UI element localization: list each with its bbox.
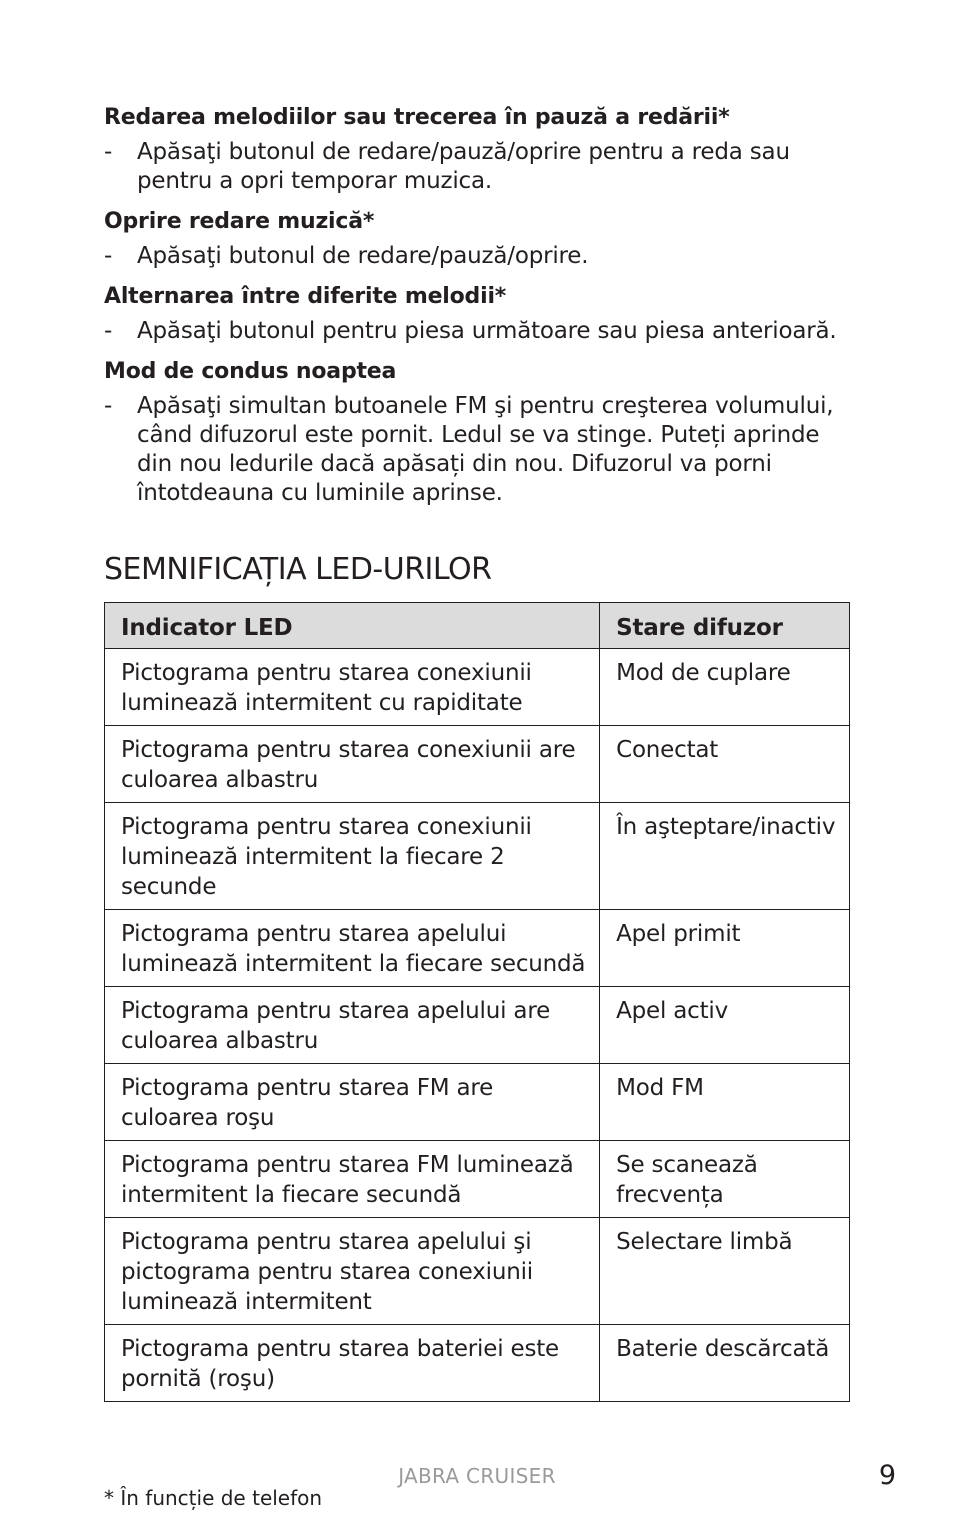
cell-status: În aşteptare/inactiv <box>600 803 850 910</box>
bullet-text: Apăsaţi butonul de redare/pauză/oprire pentru a reda sau pentru a opri temporar muzica. <box>137 139 790 194</box>
cell-indicator: Pictograma pentru starea conexiunii are culoarea albastru <box>105 726 600 803</box>
cell-indicator: Pictograma pentru starea apelului şi pictograma pentru starea conexiunii luminează intermitent <box>105 1218 600 1325</box>
bullet-dash: - <box>104 318 113 344</box>
cell-status: Baterie descărcată <box>600 1325 850 1402</box>
bullet-text: Apăsaţi simultan butoanele FM şi pentru creşterea volumului, când difuzorul este pornit. Ledul se va stinge. Puteți aprinde din nou ledurile dacă apăsați din nou. Difuzorul va porni întotdeauna cu luminile aprinse. <box>137 393 834 506</box>
bullet-text: Apăsaţi butonul de redare/pauză/oprire. <box>137 243 589 269</box>
footer-brand: JABRA CRUISER <box>398 1464 556 1488</box>
table-row <box>105 1325 850 1402</box>
led-section-title: SEMNIFICAȚIA LED-URILOR <box>104 552 492 587</box>
page-content <box>104 103 849 1402</box>
section-play-pause <box>104 103 849 196</box>
cell-indicator: Pictograma pentru starea bateriei este pornită (roşu) <box>105 1325 600 1402</box>
section-switch-tracks <box>104 282 849 346</box>
table-row <box>105 987 850 1064</box>
table-row <box>105 1064 850 1141</box>
table-header-row <box>105 603 850 649</box>
bullet-dash: - <box>104 243 113 269</box>
cell-indicator: Pictograma pentru starea conexiunii luminează intermitent la fiecare 2 secunde <box>105 803 600 910</box>
table-row <box>105 649 850 726</box>
bullet-item <box>104 242 849 271</box>
section-stop-music <box>104 207 849 271</box>
bullet-dash: - <box>104 139 113 165</box>
section-night-mode <box>104 357 849 508</box>
bullet-text: Apăsaţi butonul pentru piesa următoare sau piesa anterioară. <box>137 318 837 344</box>
cell-indicator: Pictograma pentru starea FM are culoarea roşu <box>105 1064 600 1141</box>
table-row <box>105 803 850 910</box>
cell-indicator: Pictograma pentru starea conexiunii luminează intermitent cu rapiditate <box>105 649 600 726</box>
table-row <box>105 726 850 803</box>
column-header-status: Stare difuzor <box>600 603 850 649</box>
page-number: 9 <box>878 1460 896 1491</box>
section-heading: Oprire redare muzică* <box>104 209 375 234</box>
bullet-dash: - <box>104 393 113 419</box>
cell-status: Selectare limbă <box>600 1218 850 1325</box>
bullet-item <box>104 138 849 196</box>
cell-status: Mod FM <box>600 1064 850 1141</box>
cell-indicator: Pictograma pentru starea FM luminează intermitent la fiecare secundă <box>105 1141 600 1218</box>
table-row <box>105 1141 850 1218</box>
cell-status: Mod de cuplare <box>600 649 850 726</box>
cell-status: Se scanează frecvența <box>600 1141 850 1218</box>
cell-status: Conectat <box>600 726 850 803</box>
cell-status: Apel primit <box>600 910 850 987</box>
cell-status: Apel activ <box>600 987 850 1064</box>
table-row <box>105 910 850 987</box>
table-row <box>105 1218 850 1325</box>
section-heading: Mod de condus noaptea <box>104 359 397 384</box>
section-heading: Redarea melodiilor sau trecerea în pauză a redării* <box>104 105 730 130</box>
bullet-item <box>104 392 849 508</box>
led-table <box>104 602 850 1402</box>
footnote: * În funcție de telefon <box>104 1486 323 1510</box>
section-heading: Alternarea între diferite melodii* <box>104 284 507 309</box>
column-header-indicator: Indicator LED <box>105 603 600 649</box>
cell-indicator: Pictograma pentru starea apelului are culoarea albastru <box>105 987 600 1064</box>
bullet-item <box>104 317 849 346</box>
cell-indicator: Pictograma pentru starea apelului luminează intermitent la fiecare secundă <box>105 910 600 987</box>
